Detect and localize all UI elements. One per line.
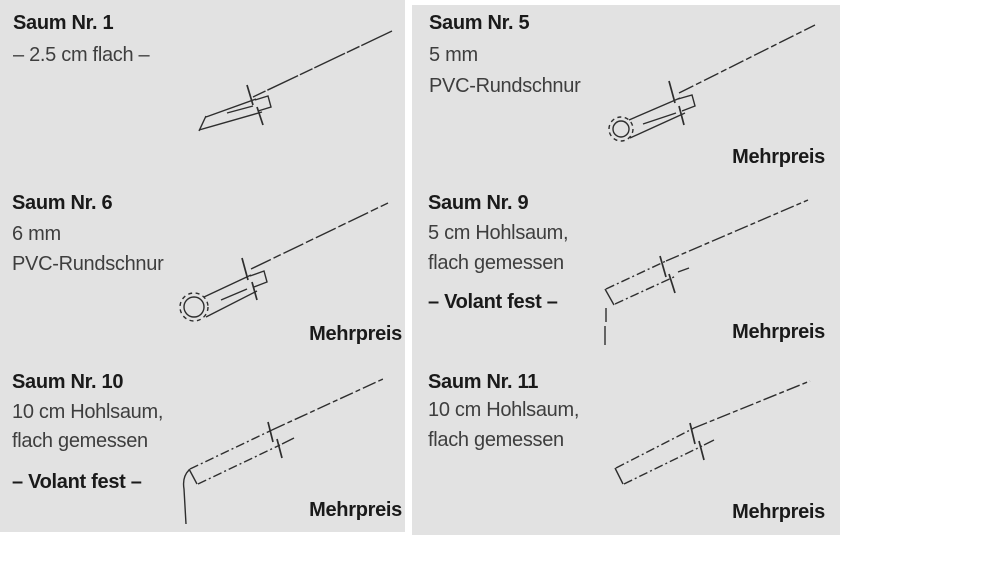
panel-title: Saum Nr. 1: [13, 12, 114, 34]
panel-description-line: 5 mm: [429, 44, 478, 66]
panel-description-line: PVC-Rundschnur: [429, 75, 581, 97]
panel-description-line: 10 cm Hohlsaum,: [12, 401, 164, 423]
panel-description-line: 5 cm Hohlsaum,: [428, 222, 569, 244]
panel-title: Saum Nr. 9: [428, 192, 529, 214]
panel-description-line: flach gemessen: [428, 252, 564, 274]
panel-title: Saum Nr. 6: [12, 192, 113, 214]
panel-title: Saum Nr. 11: [428, 371, 539, 393]
panel-description-line: 10 cm Hohlsaum,: [428, 399, 580, 421]
panel-description-line: flach gemessen: [12, 430, 148, 452]
volant-note: – Volant fest –: [428, 291, 558, 313]
panel-description-line: flach gemessen: [428, 429, 564, 451]
surcharge-label: Mehrpreis: [309, 499, 402, 521]
surcharge-label: Mehrpreis: [732, 321, 825, 343]
panel-description-line: – 2.5 cm flach –: [13, 44, 150, 66]
panel-description-line: 6 mm: [12, 223, 61, 245]
panel-title: Saum Nr. 5: [429, 12, 530, 34]
surcharge-label: Mehrpreis: [309, 323, 402, 345]
panel-description-line: PVC-Rundschnur: [12, 253, 164, 275]
surcharge-label: Mehrpreis: [732, 146, 825, 168]
surcharge-label: Mehrpreis: [732, 501, 825, 523]
volant-note: – Volant fest –: [12, 471, 142, 493]
panel-title: Saum Nr. 10: [12, 371, 124, 393]
